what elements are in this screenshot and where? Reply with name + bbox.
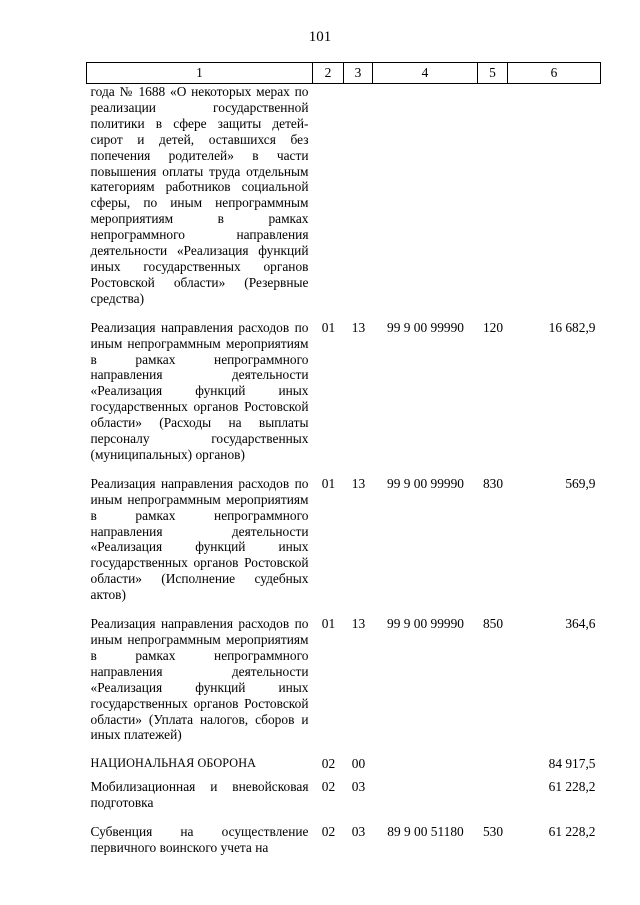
- row-amount: 84 917,5: [548, 756, 596, 772]
- row-description: Реализация направления расходов по иным непрограммным мероприятиям в рамках непрограммного направления деятельности «Реализация функций иных государственных органов Ростовской области» (Уплата налогов, сборов и иных платежей): [90, 616, 309, 743]
- row-amount: [508, 84, 601, 320]
- table-row: [87, 320, 601, 476]
- table-row: [87, 756, 601, 779]
- row-subsection-code: 13: [351, 475, 366, 491]
- row-subsection-code: 03: [351, 824, 366, 840]
- row-expense-type: [478, 84, 508, 320]
- row-amount: 16 682,9: [548, 319, 596, 335]
- row-description: года № 1688 «О некоторых мерах по реализации государственной политики в сфере защиты детей-сирот и детей, оставшихся без попечения родителей» в части повышения оплаты труда отдельным категориям работников социальной сферы, по иным непрограммным мероприятиям в рамках непрограммного направления деятельности «Реализация функций иных государственных органов Ростовской области» (Резервные средства): [90, 84, 309, 306]
- row-description: Реализация направления расходов по иным непрограммным мероприятиям в рамках непрограммного направления деятельности «Реализация функций иных государственных органов Ростовской области» (Исполнение судебных актов): [90, 475, 309, 603]
- row-section-code: 01: [321, 319, 336, 335]
- row-target-article: [373, 84, 478, 320]
- row-description: Реализация направления расходов по иным непрограммным мероприятиям в рамках непрограммного направления деятельности «Реализация функций иных государственных органов Ростовской области» (Расходы на выплаты персоналу государственных (муниципальных) органов): [90, 319, 309, 462]
- column-header-4: 4: [373, 63, 478, 84]
- row-expense-type: [478, 779, 508, 824]
- column-header-2: 2: [313, 63, 344, 84]
- row-target-article: 99 9 00 99990: [387, 319, 464, 335]
- row-amount: 569,9: [565, 475, 596, 491]
- row-description: Субвенция на осуществление первичного воинского учета на: [90, 824, 309, 855]
- budget-table: [86, 62, 601, 856]
- row-subsection-code: [344, 84, 373, 320]
- row-subsection-code: 00: [351, 756, 366, 772]
- row-expense-type: 850: [482, 616, 504, 632]
- row-expense-type: 530: [482, 824, 504, 840]
- column-header-3: 3: [344, 63, 373, 84]
- row-section-code: 01: [321, 475, 336, 491]
- row-section-code: [313, 84, 344, 320]
- row-amount: 61 228,2: [548, 779, 596, 795]
- column-header-5: 5: [478, 63, 508, 84]
- row-section-code: 02: [321, 779, 336, 795]
- table-row: [87, 824, 601, 856]
- row-amount: 364,6: [565, 616, 596, 632]
- row-target-article: 99 9 00 99990: [387, 475, 464, 491]
- row-expense-type: 830: [482, 475, 504, 491]
- page-number: 101: [308, 29, 332, 45]
- table-row: [87, 476, 601, 616]
- row-amount: 61 228,2: [548, 824, 596, 840]
- column-header-1: 1: [87, 63, 313, 84]
- table-row: [87, 84, 601, 320]
- row-section-code: 02: [321, 756, 336, 772]
- row-description: НАЦИОНАЛЬНАЯ ОБОРОНА: [90, 756, 257, 771]
- table-row: [87, 616, 601, 756]
- row-subsection-code: 13: [351, 616, 366, 632]
- row-target-article: 99 9 00 99990: [387, 616, 464, 632]
- row-subsection-code: 13: [351, 319, 366, 335]
- row-description: Мобилизационная и вневойсковая подготовка: [90, 779, 309, 811]
- row-subsection-code: 03: [351, 779, 366, 795]
- table-row: [87, 779, 601, 824]
- row-target-article: [373, 756, 478, 779]
- table-header-row: [87, 63, 601, 84]
- row-target-article: 89 9 00 51180: [387, 824, 464, 840]
- column-header-6: 6: [508, 63, 601, 84]
- row-target-article: [373, 779, 478, 824]
- row-expense-type: [478, 756, 508, 779]
- row-expense-type: 120: [482, 319, 504, 335]
- row-section-code: 01: [321, 616, 336, 632]
- row-section-code: 02: [321, 824, 336, 840]
